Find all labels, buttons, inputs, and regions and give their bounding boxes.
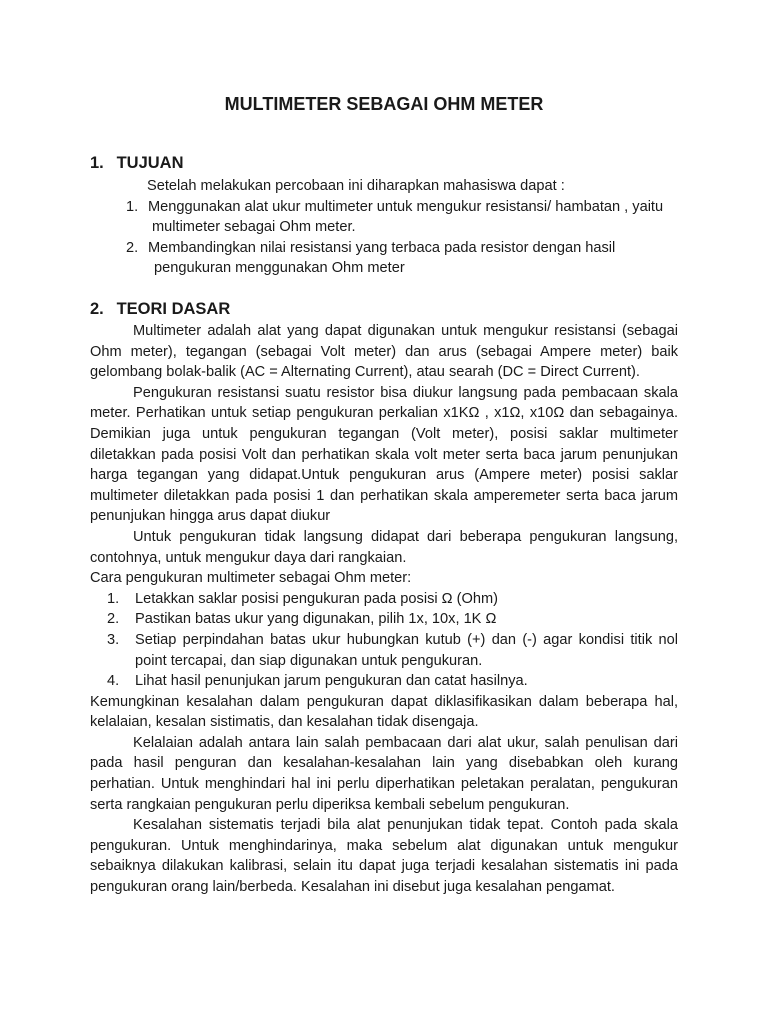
- section-title: TEORI DASAR: [116, 300, 231, 318]
- section-number: 2.: [90, 300, 104, 318]
- list-item-text: Lihat hasil penunjukan jarum pengukuran dan catat hasilnya.: [135, 673, 528, 690]
- list-item-text: pengukuran menggunakan Ohm meter: [154, 260, 405, 277]
- paragraph: Kesalahan sistematis terjadi bila alat penunjukan tidak tepat. Contoh pada skala pengukuran. Untuk menghindarinya, maka sebelum alat digunakan untuk mengukur sebaiknya dilakukan kalibrasi, selain itu dapat juga terjadi kesalahan sistematis ini pada pengukuran orang lain/berbeda. Kesalahan ini disebut juga kesalahan pengamat.: [90, 817, 678, 896]
- list-item-number: 1.: [107, 590, 120, 607]
- list-item: [90, 630, 678, 671]
- paragraph: Multimeter adalah alat yang dapat digunakan untuk mengukur resistansi (sebagai Ohm meter), tegangan (sebagai Volt meter) dan arus (sebagai Ampere meter) baik gelombang bolak-balik (AC = Alternating Current), atau searah (DC = Direct Current).: [90, 323, 678, 381]
- list-item: [90, 671, 678, 692]
- section-title: TUJUAN: [116, 154, 184, 172]
- list-item-text: multimeter sebagai Ohm meter.: [152, 219, 356, 236]
- list-item-number: 3.: [107, 631, 120, 648]
- list-item-text: Membandingkan nilai resistansi yang terbaca pada resistor dengan hasil: [148, 239, 616, 256]
- list-item: [90, 609, 678, 630]
- document-title: MULTIMETER SEBAGAI OHM METER: [224, 94, 544, 114]
- list-item-text: Letakkan saklar posisi pengukuran pada posisi Ω (Ohm): [135, 590, 498, 607]
- list-item-text: Pastikan batas ukur yang digunakan, pilih 1x, 10x, 1K Ω: [135, 611, 497, 628]
- list-item-number: 4.: [107, 673, 120, 690]
- list-item-number: 2.: [126, 239, 139, 256]
- list-item-text: Setiap perpindahan batas ukur hubungkan kutub (+) dan (-) agar kondisi titik nol point tercapai, dan siap digunakan untuk pengukuran.: [135, 631, 678, 669]
- section-number: 1.: [90, 154, 104, 172]
- list-item: [90, 238, 680, 279]
- section-body-tujuan: [90, 176, 680, 279]
- list-item-text: Menggunakan alat ukur multimeter untuk mengukur resistansi/ hambatan , yaitu: [148, 198, 664, 215]
- steps-list: [90, 589, 678, 692]
- steps-intro: Cara pengukuran multimeter sebagai Ohm meter:: [90, 570, 412, 587]
- paragraph: Kelalaian adalah antara lain salah pembacaan dari alat ukur, salah penulisan dari pada hasil penguran dan kesalahan-kesalahan lain yang disebabkan oleh kurang perhatian. Untuk menghindari hal ini perlu diperhatikan peletakan peralatan, pengukuran serta rangkaian pengukuran perlu diperiksa kembali sebelum pengukuran.: [90, 734, 678, 813]
- list-item-number: 1.: [126, 198, 139, 215]
- section-heading-tujuan: [90, 152, 184, 174]
- paragraph: Pengukuran resistansi suatu resistor bisa diukur langsung pada pembacaan skala meter. Perhatikan untuk setiap pengukuran perkalian x1KΩ , x1Ω, x10Ω dan sebagainya. Demikian juga untuk pengukuran tegangan (Volt meter), posisi saklar multimeter diletakkan pada posisi Volt dan perhatikan skala volt meter serta baca jarum penunjukan harga tegangan yang didapat.Untuk pengukuran arus (Ampere meter) posisi saklar multimeter diletakkan pada posisi 1 dan perhatikan skala amperemeter serta baca jarum penunjukan hingga arus dapat diukur: [90, 384, 678, 525]
- list-item: [90, 589, 678, 610]
- paragraph: Kemungkinan kesalahan dalam pengukuran dapat diklasifikasikan dalam beberapa hal, kelalaian, kesalan sistimatis, dan kesalahan tidak disengaja.: [90, 693, 678, 731]
- section-heading-teori-dasar: [90, 298, 230, 320]
- paragraph: Setelah melakukan percobaan ini diharapkan mahasiswa dapat :: [147, 178, 565, 194]
- section-body-teori-dasar: [90, 321, 678, 898]
- paragraph: Untuk pengukuran tidak langsung didapat dari beberapa pengukuran langsung, contohnya, untuk mengukur daya dari rangkaian.: [90, 528, 678, 566]
- list-item-number: 2.: [107, 611, 120, 628]
- list-item: [90, 197, 680, 238]
